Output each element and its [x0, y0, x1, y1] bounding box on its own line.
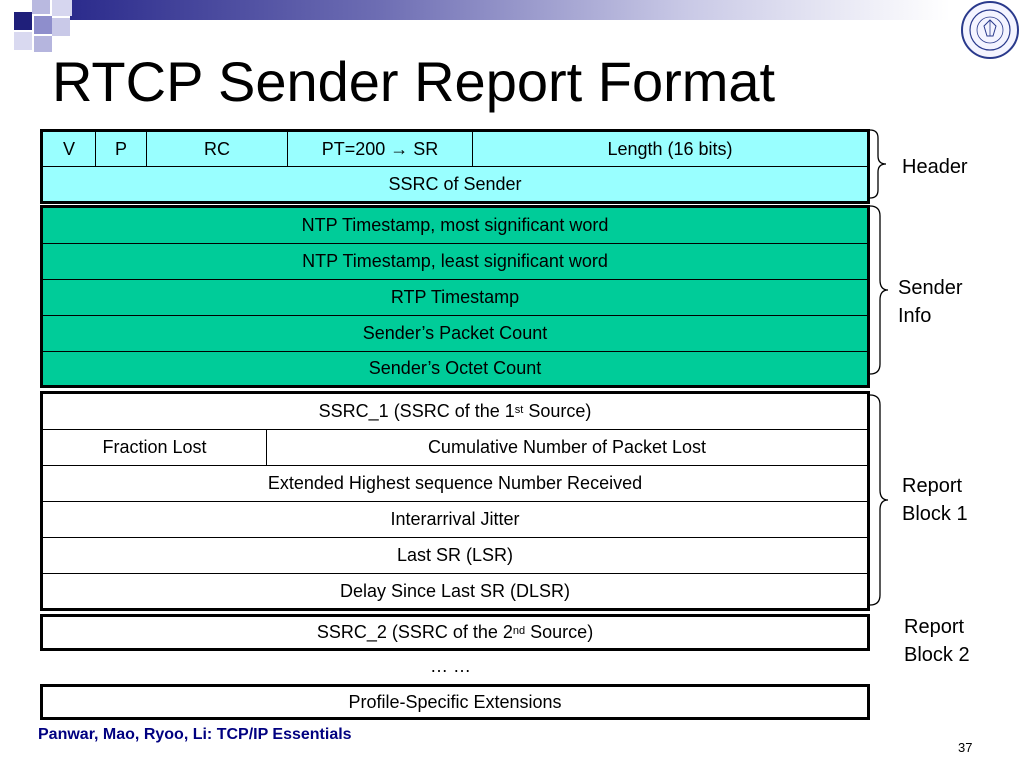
corner-square-3: [52, 0, 72, 16]
page-number: 37: [958, 740, 973, 755]
continuation-ellipsis: … …: [430, 656, 472, 676]
field-packet-count: Sender’s Packet Count: [362, 323, 548, 343]
label-report1-line2: Block 1: [902, 503, 968, 525]
corner-square-6: [14, 32, 32, 50]
page-title: RTCP Sender Report Format: [52, 50, 776, 113]
field-length: Length (16 bits): [472, 132, 867, 166]
label-sender-info-line1: Sender: [898, 277, 963, 299]
label-report2-line2: Block 2: [904, 644, 970, 666]
ssrc-2-suffix: Source): [525, 622, 594, 642]
report-block-1-brace-icon: [868, 393, 894, 607]
report-row: [43, 617, 867, 648]
field-octet-count: Sender’s Octet Count: [368, 358, 542, 378]
label-sender-info-line2: Info: [898, 305, 932, 327]
field-ssrc-2: [43, 617, 867, 648]
field-ext-highest-seq: Extended Highest sequence Number Received: [267, 473, 643, 493]
profile-extensions-table: [40, 684, 870, 720]
sender-row: [43, 208, 867, 243]
field-ssrc-of-sender: SSRC of Sender: [388, 173, 522, 194]
corner-square-4: [34, 16, 52, 34]
label-report-block-1: [902, 472, 968, 528]
footer-citation: Panwar, Mao, Ryoo, Li: TCP/IP Essentials: [38, 726, 352, 743]
label-sender-info: [898, 274, 963, 330]
profile-row: [43, 687, 867, 717]
field-interarrival-jitter: Interarrival Jitter: [390, 509, 520, 529]
field-cumulative-lost: Cumulative Number of Packet Lost: [266, 430, 867, 465]
field-profile-extensions: Profile-Specific Extensions: [348, 691, 562, 712]
university-seal-icon: [960, 0, 1020, 60]
label-report1-line1: Report: [902, 475, 963, 497]
label-header: Header: [902, 156, 968, 178]
report-row: [43, 573, 867, 608]
report-row: [43, 465, 867, 501]
sender-row: [43, 279, 867, 315]
corner-square-5: [52, 18, 70, 36]
sender-row: [43, 351, 867, 385]
field-ssrc-1: [43, 394, 867, 429]
corner-square-1: [14, 12, 32, 30]
field-ntp-lsw: NTP Timestamp, least significant word: [302, 251, 608, 271]
ssrc-1-suffix: Source): [523, 401, 592, 421]
report-row: [43, 501, 867, 537]
sender-info-table: [40, 205, 870, 388]
field-dlsr: Delay Since Last SR (DLSR): [339, 580, 571, 601]
report-row: [43, 429, 867, 465]
label-report2-line1: Report: [904, 616, 965, 638]
field-rtp-timestamp: RTP Timestamp: [390, 287, 520, 307]
sender-row: [43, 243, 867, 279]
header-table: [40, 129, 870, 204]
ssrc-1-sup: st: [514, 403, 524, 416]
label-report-block-2: [904, 613, 970, 669]
field-p: P: [95, 132, 146, 166]
ssrc-2-sup: nd: [512, 624, 526, 637]
sender-info-brace-icon: [868, 204, 894, 376]
header-brace-icon: [868, 128, 894, 200]
field-v: V: [62, 138, 75, 159]
field-last-sr: Last SR (LSR): [396, 545, 514, 565]
corner-square-7: [34, 36, 52, 52]
report-row: [43, 394, 867, 429]
field-pt: PT=200 → SR: [287, 132, 472, 166]
field-fraction-lost: Fraction Lost: [102, 437, 207, 457]
report-block-1-table: [40, 391, 870, 611]
ssrc-2-prefix: SSRC_2 (SSRC of the 2: [316, 622, 513, 642]
report-block-2-table: [40, 614, 870, 651]
corner-square-2: [32, 0, 50, 14]
ssrc-1-prefix: SSRC_1 (SSRC of the 1: [318, 401, 515, 421]
title-gradient-bar: [70, 0, 950, 20]
header-row-1: [43, 132, 867, 166]
field-rc: RC: [146, 132, 287, 166]
sender-row: [43, 315, 867, 351]
field-ntp-msw: NTP Timestamp, most significant word: [301, 215, 609, 235]
header-row-2: [43, 166, 867, 201]
report-row: [43, 537, 867, 573]
